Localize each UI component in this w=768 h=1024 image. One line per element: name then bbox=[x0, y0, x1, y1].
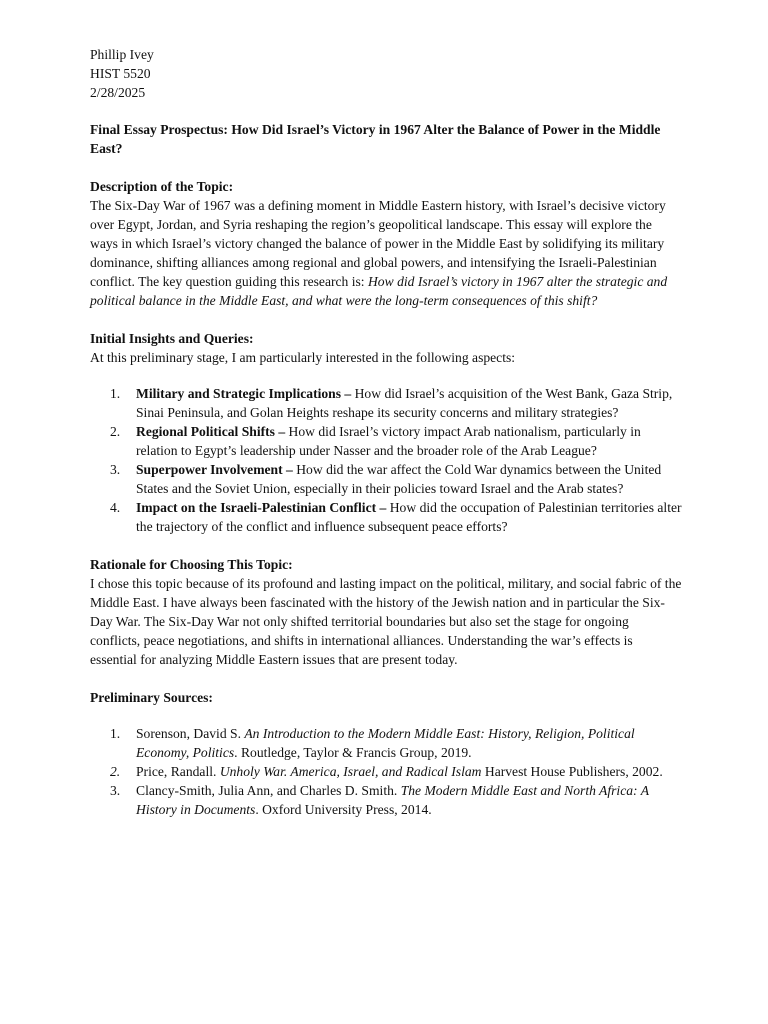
source-item bbox=[90, 781, 682, 819]
source-author: Clancy-Smith, Julia Ann, and Charles D. Smith. bbox=[136, 783, 401, 798]
description-body: The Six-Day War of 1967 was a defining moment in Middle Eastern history, with Israel’s decisive victory over Egypt, Jordan, and Syria reshaping the region’s geopolitical landscape. This essay will explore the ways in which Israel’s victory changed the balance of power in the Middle East by solidifying its military dominance, shifting alliances among regional and global powers, and intensifying the Israeli-Palestinian conflict. The key question guiding this research is: bbox=[90, 198, 666, 289]
item-number: 2. bbox=[110, 424, 121, 439]
item-title: Impact on the Israeli-Palestinian Conflict – bbox=[136, 500, 387, 515]
sources-list bbox=[90, 724, 682, 819]
source-author: Sorenson, David S. bbox=[136, 726, 245, 741]
rationale-paragraph: I chose this topic because of its profound and lasting impact on the political, military, and social fabric of the Middle East. I have always been fascinated with the history of the Jewish nation and in particular the Six-Day War. The Six-Day War not only shifted territorial boundaries but also set the stage for ongoing conflicts, peace negotiations, and shifts in international alliances. Understanding the war’s effects is essential for analyzing Middle Eastern issues that are present today. bbox=[90, 576, 682, 667]
essay-title: Final Essay Prospectus: How Did Israel’s Victory in 1967 Alter the Balance of Power in the Middle East? bbox=[90, 122, 661, 156]
item-title: Superpower Involvement – bbox=[136, 462, 293, 477]
source-number: 1. bbox=[110, 726, 121, 741]
item-text: How did the war affect the Cold War dynamics between the United States and the Soviet Union, especially in their policies toward Israel and the Arab states? bbox=[136, 462, 662, 496]
item-text: How did Israel’s acquisition of the West Bank, Gaza Strip, Sinai Peninsula, and Golan Heights reshape its security concerns and military strategies? bbox=[136, 386, 673, 420]
sources-heading: Preliminary Sources: bbox=[90, 690, 213, 705]
course-code: HIST 5520 bbox=[90, 66, 151, 81]
list-item bbox=[90, 384, 682, 422]
insights-list bbox=[90, 384, 682, 536]
source-title: Unholy War. America, Israel, and Radical Islam bbox=[219, 764, 482, 779]
source-publisher: Harvest House Publishers, 2002. bbox=[481, 764, 663, 779]
source-publisher: . Oxford University Press, 2014. bbox=[255, 802, 432, 817]
document-date: 2/28/2025 bbox=[90, 85, 146, 100]
source-number: 2. bbox=[110, 764, 121, 779]
item-title: Military and Strategic Implications – bbox=[136, 386, 352, 401]
insights-intro: At this preliminary stage, I am particularly interested in the following aspects: bbox=[90, 350, 516, 365]
list-item bbox=[90, 498, 682, 536]
source-item bbox=[90, 762, 682, 781]
item-title: Regional Political Shifts – bbox=[136, 424, 286, 439]
list-item bbox=[90, 460, 682, 498]
source-author: Price, Randall. bbox=[136, 764, 220, 779]
source-title: The Modern Middle East and North Africa: A History in Documents bbox=[136, 783, 649, 817]
research-question: How did Israel’s victory in 1967 alter the strategic and political balance in the Middle East, and what were the long-term consequences of this shift? bbox=[90, 274, 668, 308]
item-number: 4. bbox=[110, 500, 121, 515]
source-item bbox=[90, 724, 682, 762]
source-title: An Introduction to the Modern Middle East: History, Religion, Political Economy, Politics bbox=[136, 726, 635, 760]
description-paragraph bbox=[90, 196, 682, 310]
description-heading: Description of the Topic: bbox=[90, 179, 234, 194]
insights-heading: Initial Insights and Queries: bbox=[90, 331, 254, 346]
author-name: Phillip Ivey bbox=[90, 47, 154, 62]
list-item bbox=[90, 422, 682, 460]
rationale-heading: Rationale for Choosing This Topic: bbox=[90, 557, 293, 572]
source-number: 3. bbox=[110, 783, 121, 798]
item-number: 1. bbox=[110, 386, 121, 401]
item-text: How did the occupation of Palestinian territories alter the trajectory of the conflict and influence subsequent peace efforts? bbox=[136, 500, 682, 534]
source-publisher: . Routledge, Taylor & Francis Group, 2019. bbox=[234, 745, 472, 760]
document-body bbox=[90, 45, 682, 819]
item-text: How did Israel’s victory impact Arab nationalism, particularly in relation to Egypt’s leadership under Nasser and the broader role of the Arab League? bbox=[136, 424, 641, 458]
item-number: 3. bbox=[110, 462, 121, 477]
